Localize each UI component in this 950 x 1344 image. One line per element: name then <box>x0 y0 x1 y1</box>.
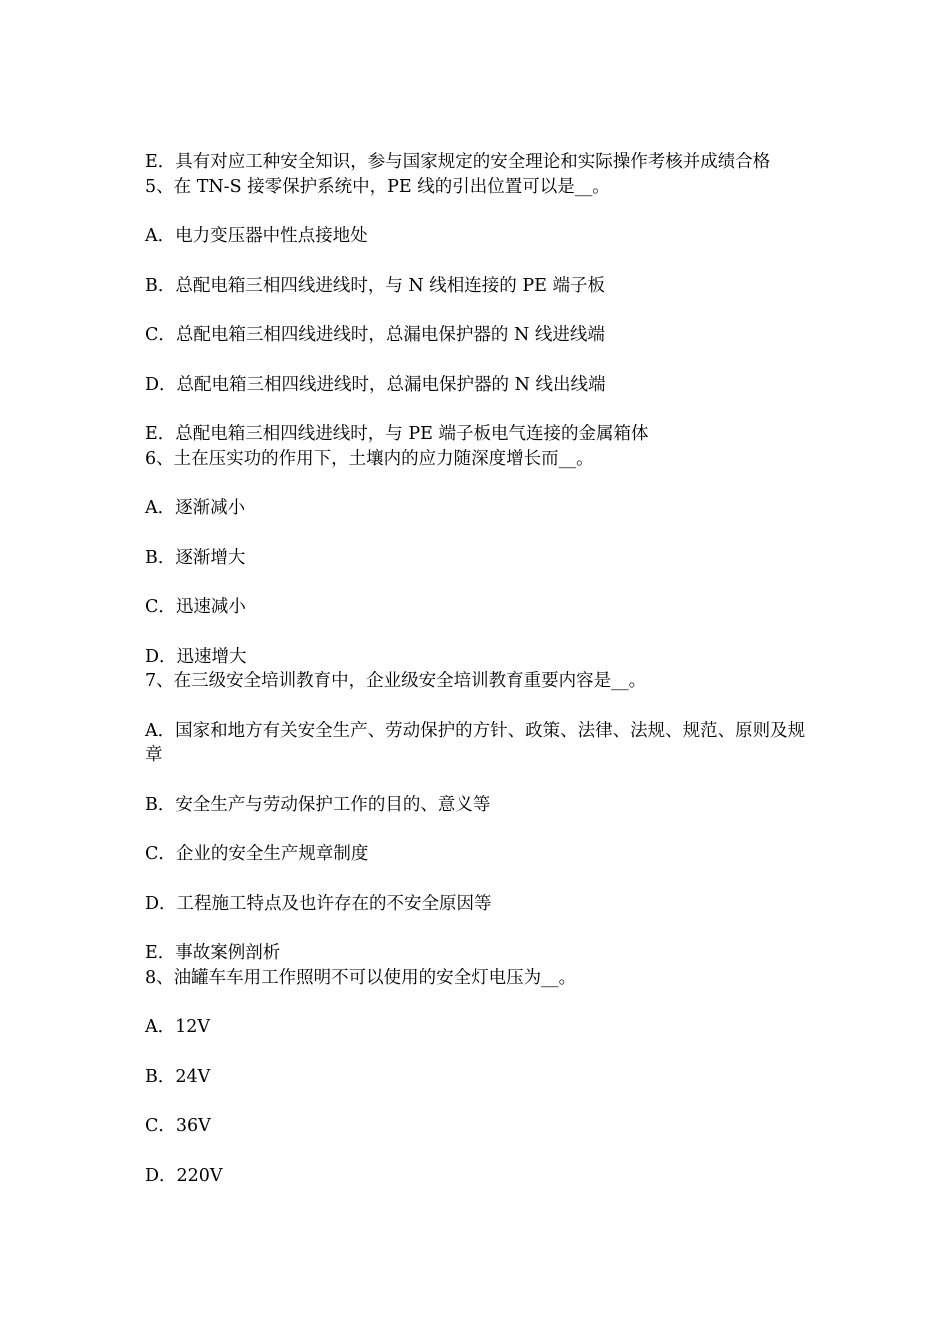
question-5-option-c: C．总配电箱三相四线进线时，总漏电保护器的 N 线进线端 <box>145 325 605 345</box>
question-8-option-d: D．220V <box>145 1165 223 1186</box>
question-6-option-c: C．迅速减小 <box>145 597 246 617</box>
question-7-option-b: B．安全生产与劳动保护工作的目的、意义等 <box>145 794 491 815</box>
question-5-option-d: D．总配电箱三相四线进线时，总漏电保护器的 N 线出线端 <box>145 374 606 395</box>
question-8: 8、油罐车车用工作照明不可以使用的安全灯电压为__。 <box>145 967 577 988</box>
question-5-option-b: B．总配电箱三相四线进线时，与 N 线相连接的 PE 端子板 <box>145 275 605 296</box>
question-5: 5、在 TN-S 接零保护系统中，PE 线的引出位置可以是__。 <box>145 176 610 197</box>
question-8-option-b: B．24V <box>145 1066 211 1087</box>
option-e-previous-question: E．具有对应工种安全知识，参与国家规定的安全理论和实际操作考核并成绩合格 <box>145 152 771 172</box>
question-8-option-a: A．12V <box>145 1017 211 1037</box>
question-7-option-a: A．国家和地方有关安全生产、劳动保护的方针、政策、法律、法规、规范、原则及规章 <box>145 720 806 765</box>
question-7-option-c: C．企业的安全生产规章制度 <box>145 844 369 864</box>
question-6-option-b: B．逐渐增大 <box>145 547 246 568</box>
question-6-option-d: D．迅速增大 <box>145 646 247 667</box>
question-7-option-d: D．工程施工特点及也许存在的不安全原因等 <box>145 893 492 914</box>
question-8-option-c: C．36V <box>145 1116 211 1136</box>
question-6: 6、土在压实功的作用下，土壤内的应力随深度增长而__。 <box>145 448 594 469</box>
document-page <box>145 150 815 1188</box>
question-5-option-a: A．电力变压器中性点接地处 <box>145 226 368 246</box>
question-7-option-e: E．事故案例剖析 <box>145 943 281 963</box>
question-7: 7、在三级安全培训教育中，企业级安全培训教育重要内容是__。 <box>145 671 647 691</box>
question-6-option-a: A．逐渐减小 <box>145 498 246 518</box>
question-5-option-e: E．总配电箱三相四线进线时，与 PE 端子板电气连接的金属箱体 <box>145 424 649 444</box>
